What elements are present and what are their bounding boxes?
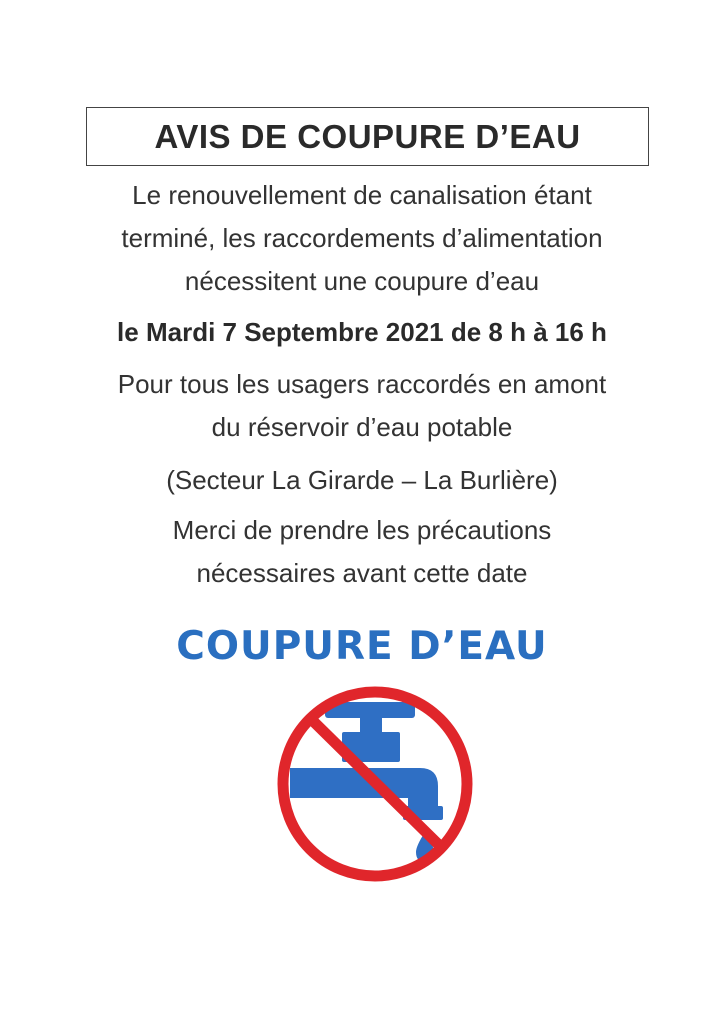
intro-line-1: Le renouvellement de canalisation étant	[132, 180, 592, 210]
sector-line: (Secteur La Girarde – La Burlière)	[166, 465, 558, 495]
coupure-banner: COUPURE D’EAU	[176, 624, 548, 669]
notice-title: AVIS DE COUPURE D’EAU	[154, 117, 581, 155]
no-water-tap-icon	[270, 680, 480, 890]
users-line-2: du réservoir d’eau potable	[211, 412, 513, 442]
intro-line-3: nécessitent une coupure d’eau	[184, 266, 540, 296]
title-box	[86, 107, 649, 166]
closing-line-1: Merci de prendre les précautions	[172, 515, 552, 545]
intro-line-2: terminé, les raccordements d’alimentation	[121, 223, 603, 253]
date-line: le Mardi 7 Septembre 2021 de 8 h à 16 h	[117, 317, 607, 347]
closing-line-2: nécessaires avant cette date	[196, 558, 528, 588]
users-line-1: Pour tous les usagers raccordés en amont	[117, 369, 607, 399]
